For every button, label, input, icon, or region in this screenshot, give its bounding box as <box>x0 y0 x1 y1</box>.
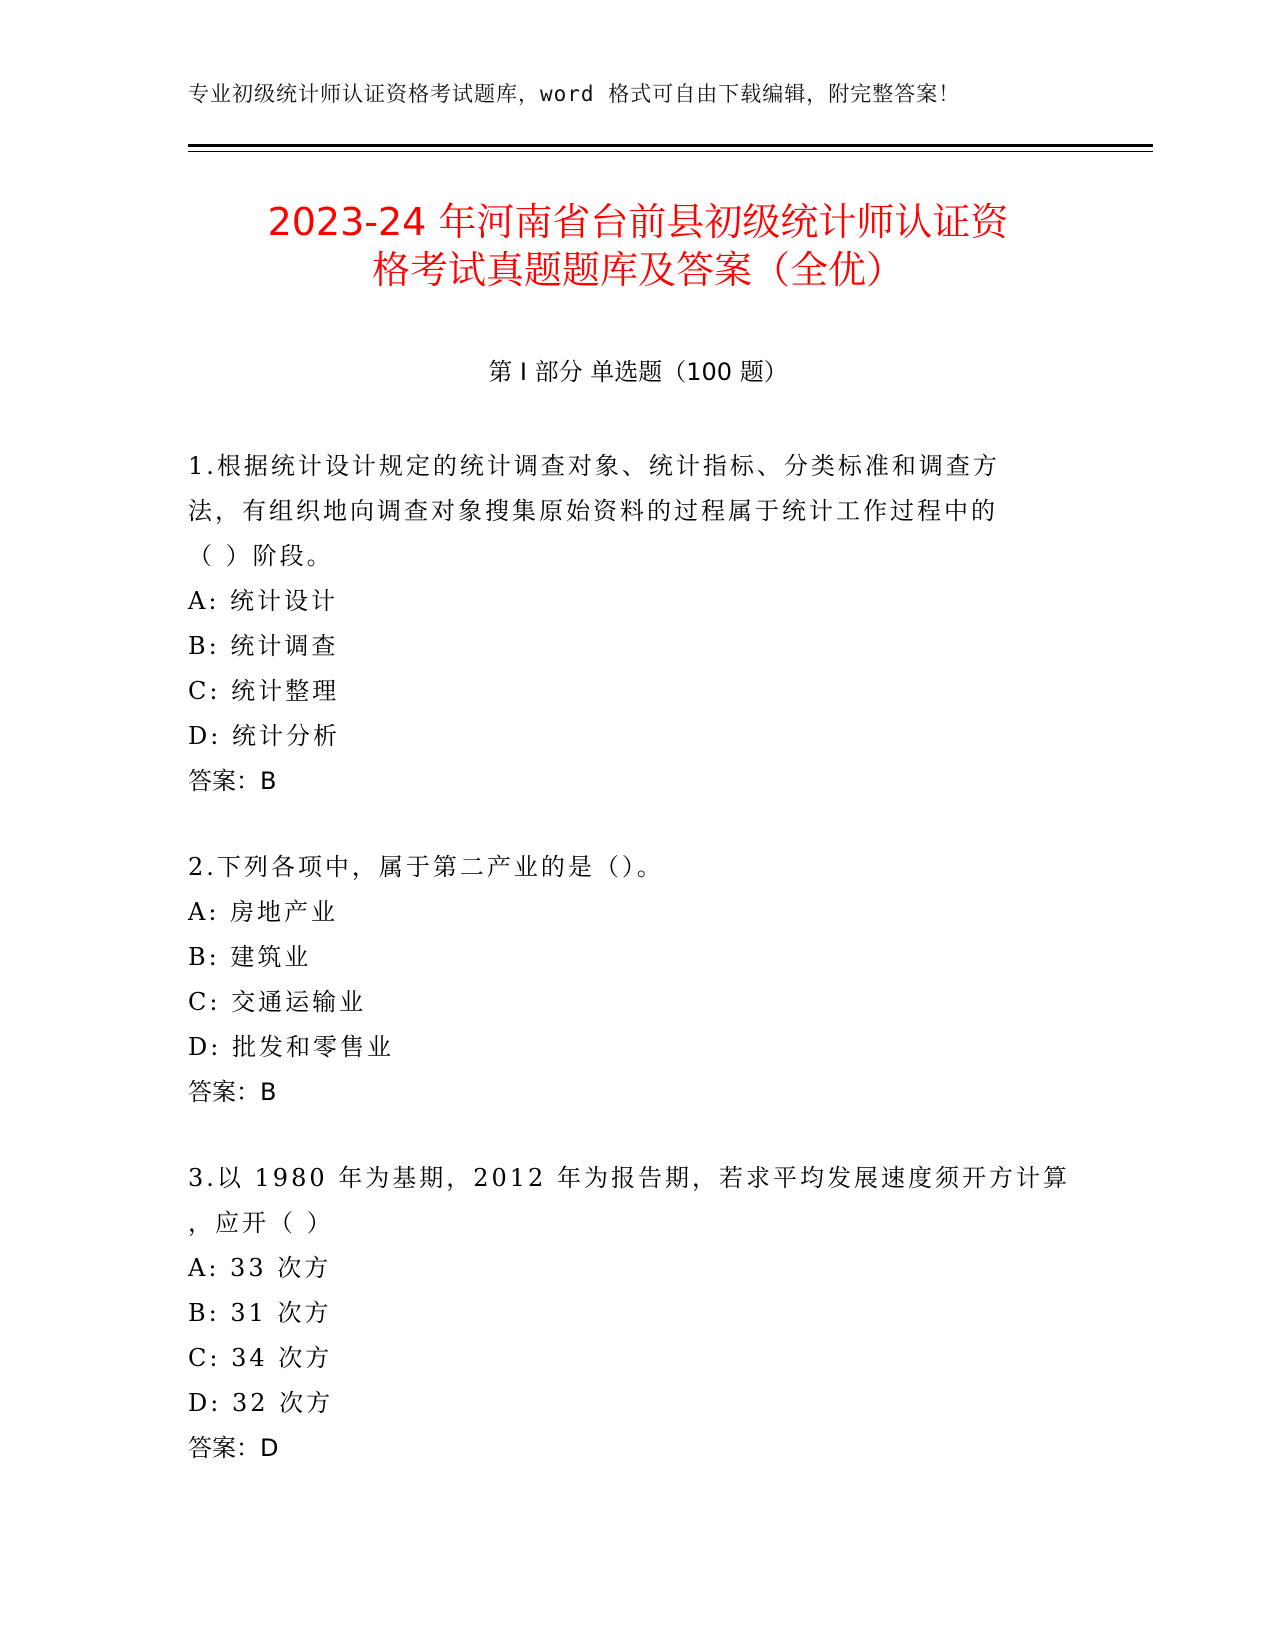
option-b: B: 建筑业 <box>188 943 312 971</box>
option-a: A: 房地产业 <box>188 898 339 926</box>
option-c: C: 统计整理 <box>188 677 340 705</box>
document-title-line-2: 格考试真题题库及答案（全优） <box>371 248 904 292</box>
header-note: 专业初级统计师认证资格考试题库，word 格式可自由下载编辑，附完整答案！ <box>188 82 961 106</box>
document-title <box>188 198 1088 294</box>
question-1 <box>188 444 1088 804</box>
option-c: C: 交通运输业 <box>188 988 367 1016</box>
question-text-line: 2.下列各项中，属于第二产业的是（）。 <box>188 853 664 881</box>
option-c: C: 34 次方 <box>188 1344 333 1372</box>
answer-line: 答案：B <box>188 1078 277 1106</box>
option-b: B: 31 次方 <box>188 1299 332 1327</box>
option-d: D: 批发和零售业 <box>188 1033 394 1061</box>
section-heading: 第 I 部分 单选题（100 题） <box>488 358 788 386</box>
header-rule-thick <box>188 144 1153 147</box>
option-a: A: 33 次方 <box>188 1254 332 1282</box>
option-d: D: 统计分析 <box>188 722 340 750</box>
option-d: D: 32 次方 <box>188 1389 334 1417</box>
question-3 <box>188 1156 1088 1471</box>
option-b: B: 统计调查 <box>188 632 339 660</box>
answer-line: 答案：B <box>188 767 277 795</box>
answer-line: 答案：D <box>188 1434 279 1462</box>
header-rule-thin <box>188 151 1153 152</box>
option-a: A: 统计设计 <box>188 587 339 615</box>
question-2 <box>188 845 1088 1115</box>
question-text-line: 1.根据统计设计规定的统计调查对象、统计指标、分类标准和调查方 <box>188 452 1000 480</box>
question-text-line: 3.以 1980 年为基期，2012 年为报告期，若求平均发展速度须开方计算 <box>188 1164 1070 1192</box>
question-text-line: 法，有组织地向调查对象搜集原始资料的过程属于统计工作过程中的 <box>188 497 998 525</box>
question-list <box>188 444 1088 1512</box>
document-title-line-1: 2023-24 年河南省台前县初级统计师认证资 <box>267 200 1009 244</box>
question-text-line: ，应开（ ） <box>188 1209 334 1237</box>
question-text-line: （ ）阶段。 <box>188 542 334 570</box>
